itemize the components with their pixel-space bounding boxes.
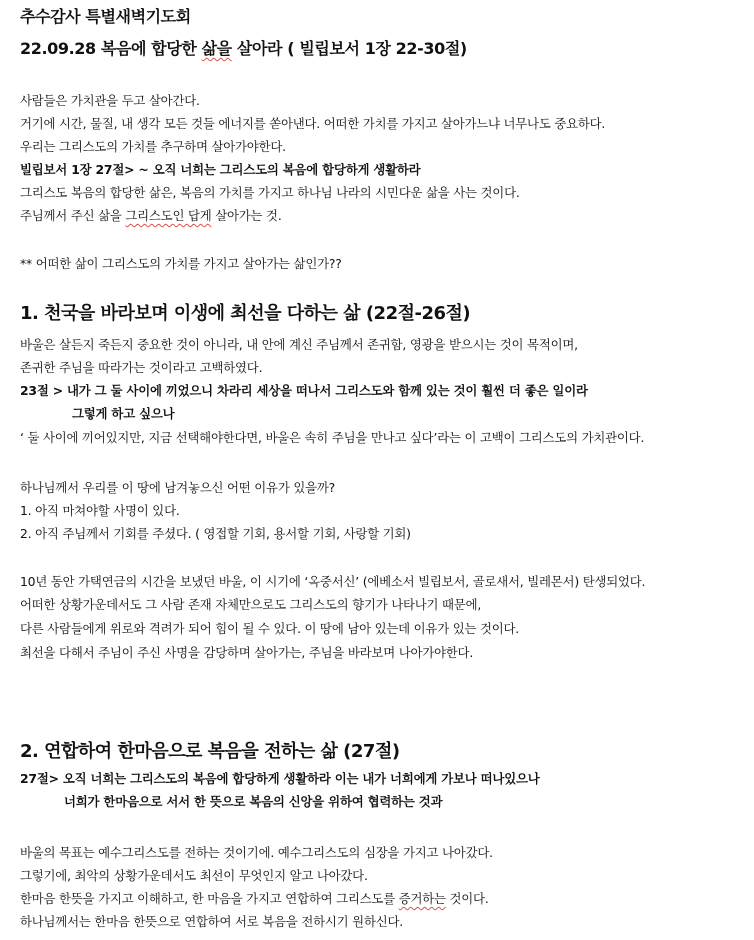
intro-line: 사람들은 가치관을 두고 살아간다. — [20, 93, 200, 108]
section-heading: 1. 천국을 바라보며 이생에 최선을 다하는 삶 (22절-26절) — [20, 303, 471, 324]
body-wavy-text: 증거하는 — [398, 891, 446, 906]
subtitle-text-end: 살아라 ( 빌립보서 1장 22-30절) — [231, 39, 467, 58]
section-heading: 2. 연합하여 한마음으로 복음을 전하는 삶 (27절) — [20, 741, 400, 762]
body-text: 한마음 한뜻을 가지고 이해하고, 한 마음을 가지고 연합하여 그리스도를 — [20, 891, 399, 906]
body-text-end: 살아가는 것. — [211, 208, 282, 223]
subtitle-text: 22.09.28 복음에 합당한 — [20, 39, 202, 58]
body-line: 10년 동안 가택연금의 시간을 보냈던 바울, 이 시기에 ‘옥중서신’ (에베소서 빌립보서, 골로새서, 빌레몬서) 탄생되었다. — [20, 574, 646, 589]
body-line: 바울은 살든지 죽든지 중요한 것이 아니라, 내 안에 계신 주님께서 존귀함, 영광을 받으시는 것이 목적이며, — [20, 337, 578, 352]
intro-line: 거기에 시간, 물질, 내 생각 모든 것들 에너지를 쏟아낸다. 어떠한 가치를 가지고 살아가느냐 너무나도 중요하다. — [20, 116, 606, 131]
list-item: 1. 아직 마쳐야할 사명이 있다. — [20, 503, 180, 518]
document-title: 추수감사 특별새벽기도회 — [20, 7, 191, 26]
body-text: 주님께서 주신 삶을 — [20, 208, 126, 223]
question-line: ** 어떠한 삶이 그리스도의 가치를 가지고 살아가는 삶인가?? — [20, 256, 342, 271]
body-line: 하나님께서는 한마음 한뜻으로 연합하여 서로 복음을 전하시기 원하신다. — [20, 914, 403, 929]
body-line — [20, 207, 282, 225]
body-line: 그렇기에, 최악의 상황가운데서도 최선이 무엇인지 알고 나아갔다. — [20, 868, 368, 883]
body-line: 바울의 목표는 예수그리스도를 전하는 것이기에. 예수그리스도의 심장을 가지고 나아갔다. — [20, 845, 493, 860]
sermon-subtitle — [20, 38, 467, 60]
subtitle-wavy-word: 삶을 — [201, 39, 232, 58]
body-line: 존귀한 주님을 따라가는 것이라고 고백하였다. — [20, 360, 263, 375]
body-line: 그리스도 복음의 합당한 삶은, 복음의 가치를 가지고 하나님 나라의 시민다운 삶을 사는 것이다. — [20, 185, 520, 200]
body-wavy-text: 그리스도인 답게 — [125, 208, 212, 223]
verse-quote: 27절> 오직 너희는 그리스도의 복음에 합당하게 생활하라 이는 내가 너희에게 가보나 떠나있으나 — [20, 771, 540, 786]
body-line: ‘ 둘 사이에 끼어있지만, 지금 선택해야한다면, 바울은 속히 주님을 만나고 싶다’라는 이 고백이 그리스도의 가치관이다. — [20, 430, 645, 445]
verse-quote: 23절 > 내가 그 둘 사이에 끼었으니 차라리 세상을 떠나서 그리스도와 함께 있는 것이 훨씬 더 좋은 일이라 — [20, 383, 588, 398]
body-text-end: 것이다. — [445, 891, 489, 906]
body-line: 어떠한 상황가운데서도 그 사람 존재 자체만으로도 그리스도의 향기가 나타나기 때문에, — [20, 597, 482, 612]
body-line: 최선을 다해서 주님이 주신 사명을 감당하며 살아가는, 주님을 바라보며 나아가야한다. — [20, 645, 474, 660]
verse-quote: 빌립보서 1장 27절> ~ 오직 너희는 그리스도의 복음에 합당하게 생활하라 — [20, 162, 421, 177]
list-item: 2. 아직 주님께서 기회를 주셨다. ( 영접할 기회, 용서할 기회, 사랑할 기회) — [20, 526, 411, 541]
body-line: 다른 사람들에게 위로와 격려가 되어 힘이 될 수 있다. 이 땅에 남아 있는데 이유가 있는 것이다. — [20, 621, 520, 636]
intro-line: 우리는 그리스도의 가치를 추구하며 살아가야한다. — [20, 139, 286, 154]
verse-quote-continued: 그렇게 하고 싶으나 — [72, 406, 175, 421]
verse-quote-continued: 너희가 한마음으로 서서 한 뜻으로 복음의 신앙을 위하여 협력하는 것과 — [64, 794, 443, 809]
body-line: 하나님께서 우리를 이 땅에 남겨놓으신 어떤 이유가 있을까? — [20, 480, 336, 495]
body-line — [20, 890, 489, 908]
